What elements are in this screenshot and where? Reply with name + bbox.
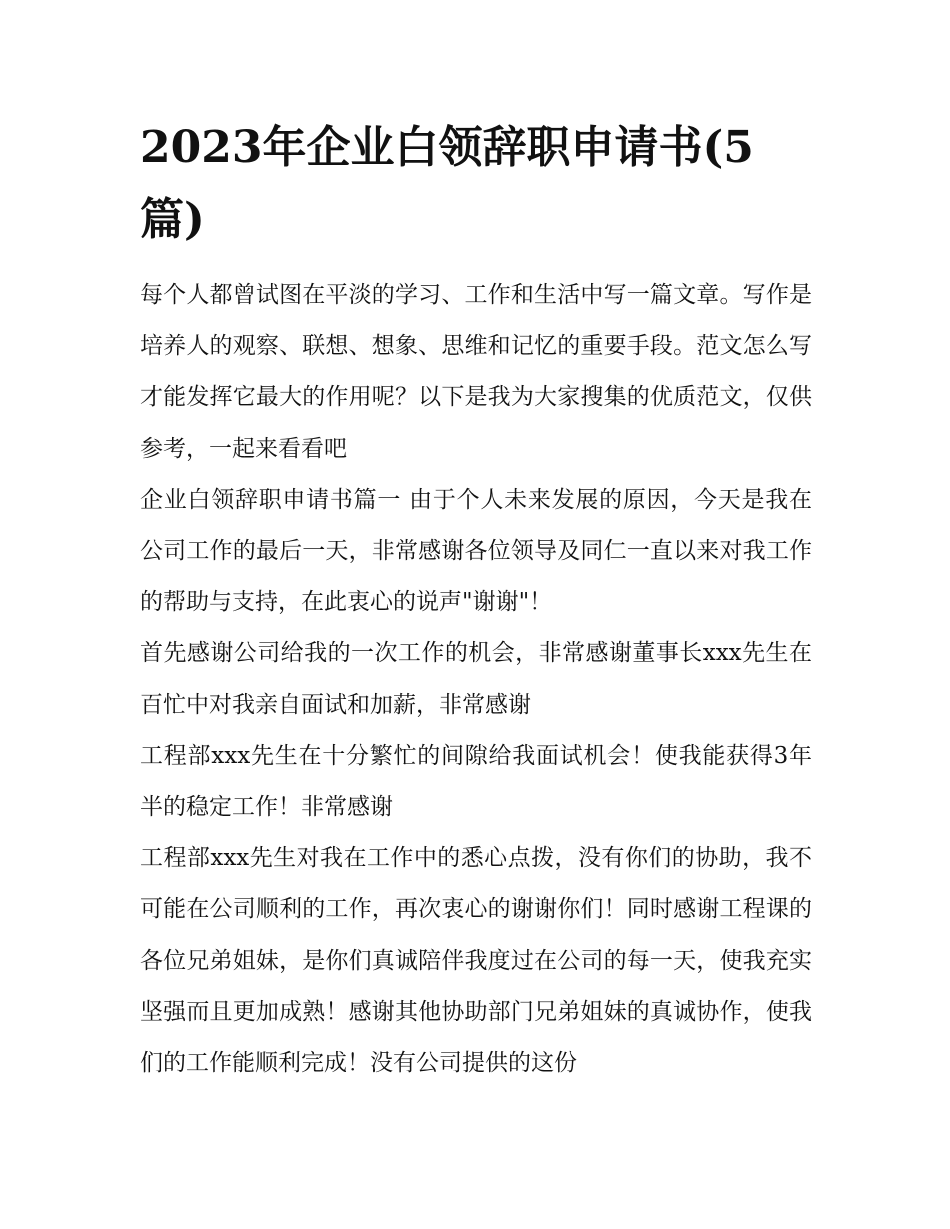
paragraph-thanks-engineering-interview: 工程部xxx先生在十分繁忙的间隙给我面试机会！使我能获得3年半的稳定工作！非常感谢 [140,742,812,821]
paragraph-thanks-engineering-guidance: 工程部xxx先生对我在工作中的悉心点拨，没有你们的协助，我不可能在公司顺利的工作，再次衷心的谢谢你们！同时感谢工程课的各位兄弟姐妹，是你们真诚陪伴我度过在公司的每一天，使我充实坚强而且更加成熟！感谢其他协助部门兄弟姐妹的真诚协作，使我们的工作能顺利完成！没有公司提供的这份 [140,845,812,1077]
document-title: 2023年企业白领辞职申请书(5篇) [140,122,754,245]
document-body [140,112,812,1089]
paragraph-intro: 每个人都曾试图在平淡的学习、工作和生活中写一篇文章。写作是培养人的观察、联想、想象、思维和记忆的重要手段。范文怎么写才能发挥它最大的作用呢？以下是我为大家搜集的优质范文，仅供参考，一起来看看吧 [140,282,812,462]
paragraph-thanks-chairman: 首先感谢公司给我的一次工作的机会，非常感谢董事长xxx先生在百忙中对我亲自面试和加薪，非常感谢 [140,640,812,718]
paragraph-letter-opening: 企业白领辞职申请书篇一 由于个人未来发展的原因，今天是我在公司工作的最后一天，非常感谢各位领导及同仁一直以来对我工作的帮助与支持，在此衷心的说声"谢谢"！ [140,486,812,616]
